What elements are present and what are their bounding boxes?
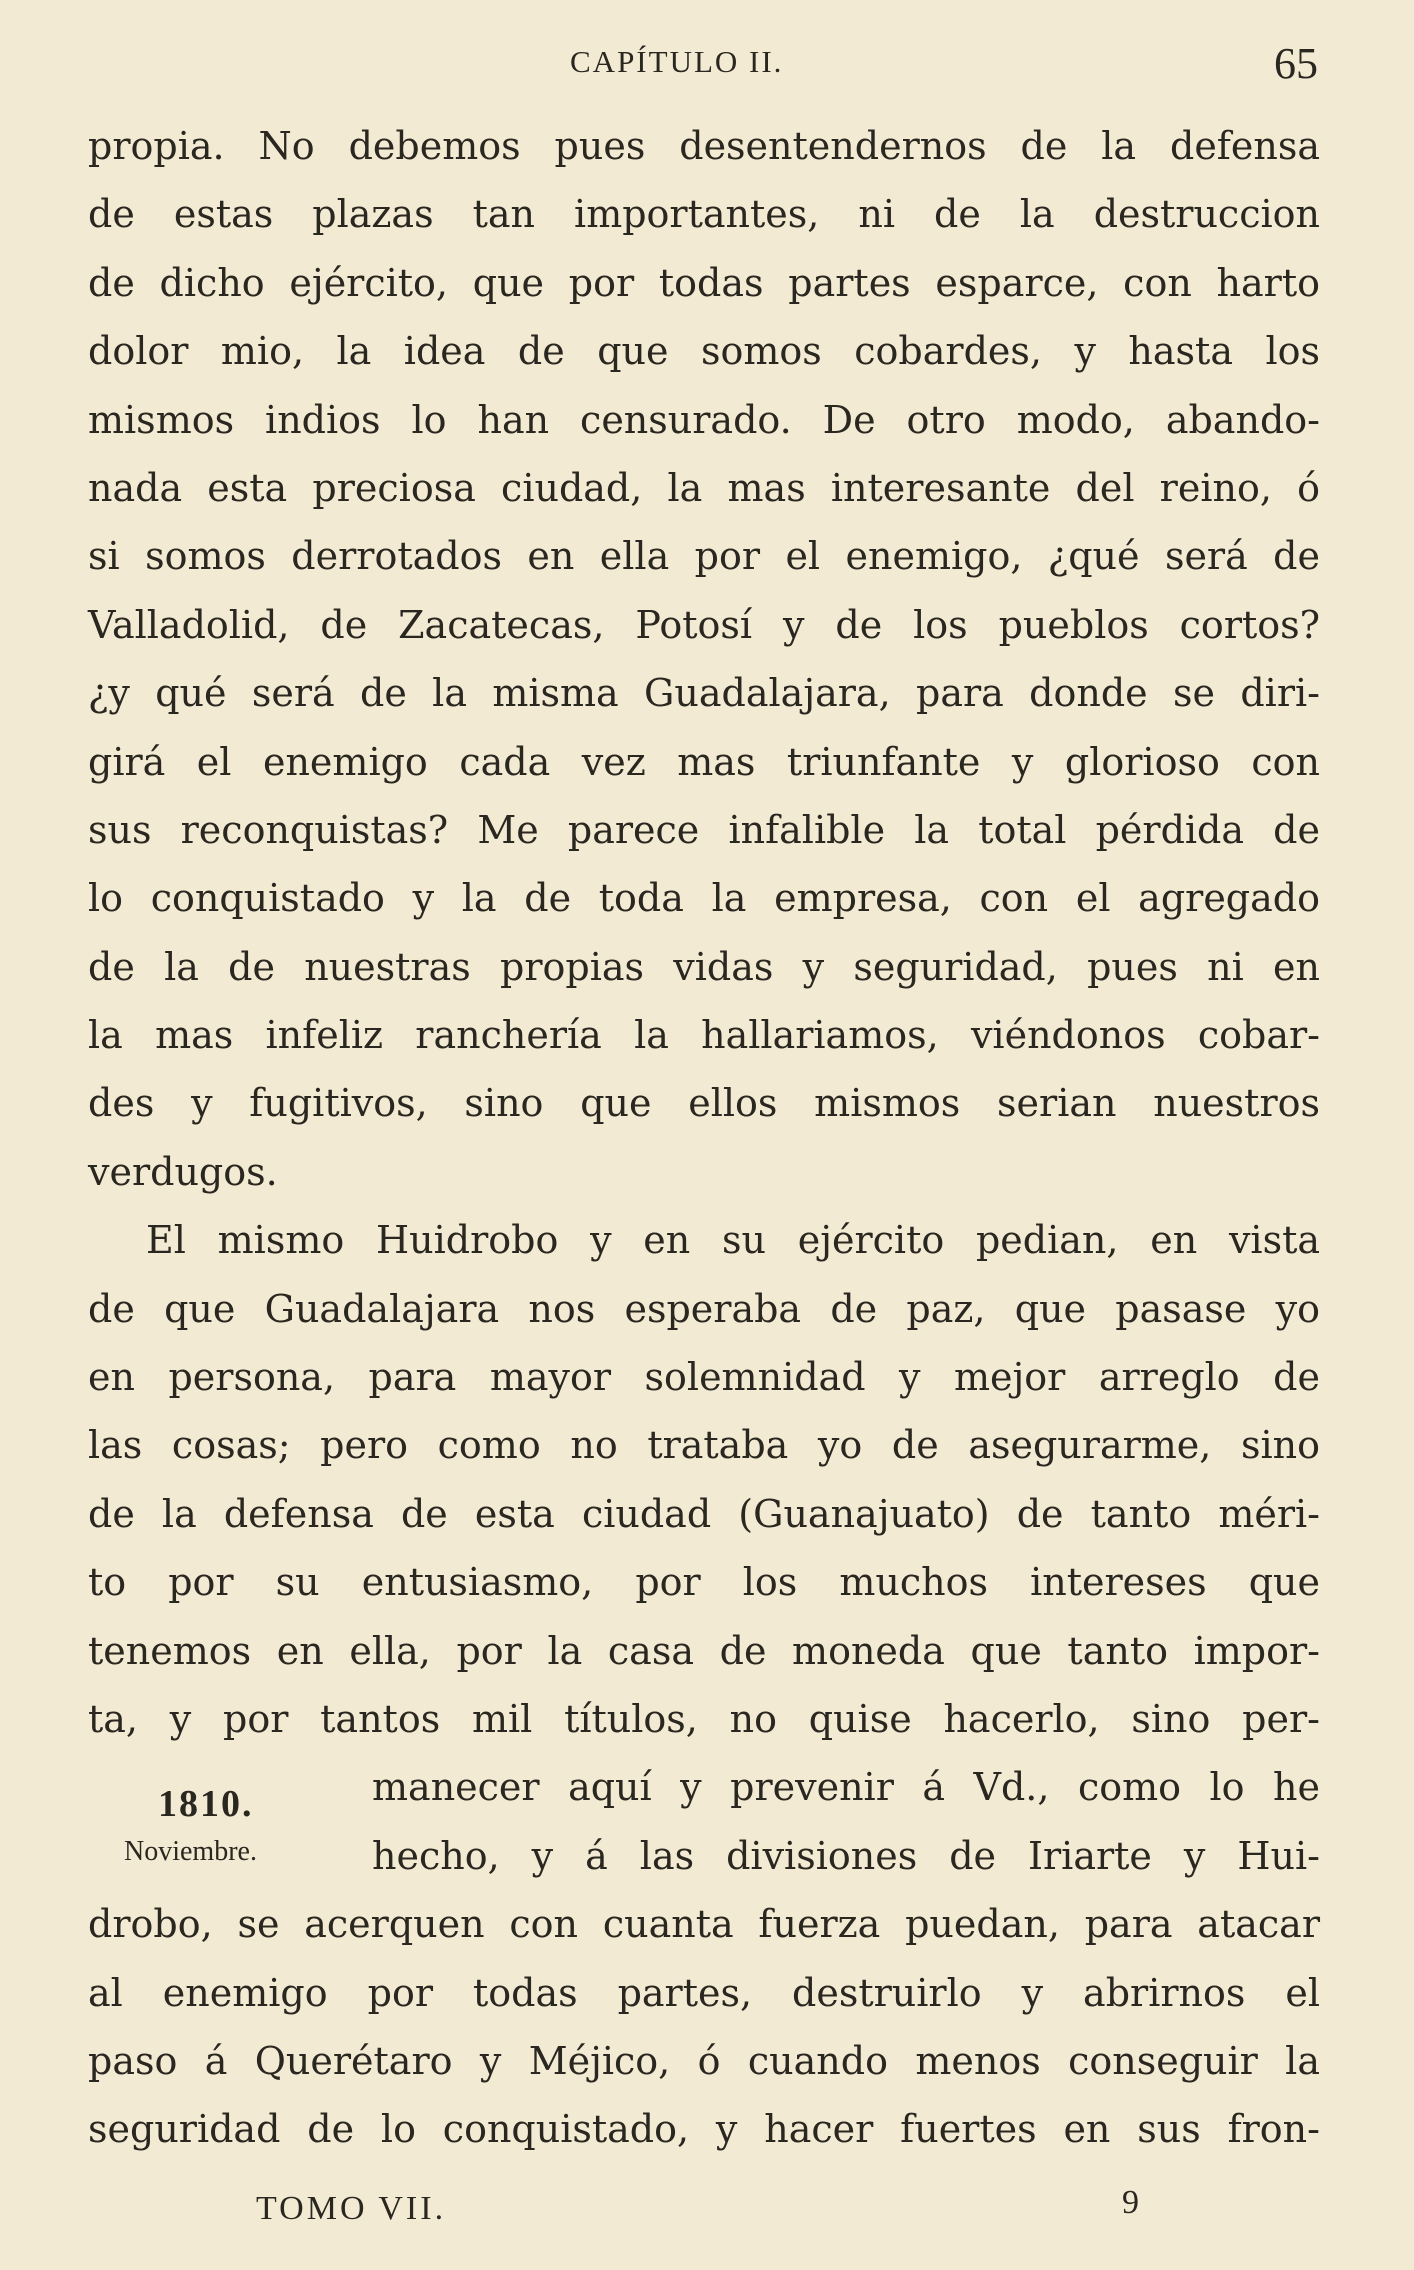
text-line: drobo, se acerquen con cuanta fuerza puedan, para atacar (88, 1902, 1320, 1947)
text-line: sus reconquistas? Me parece infalible la total pérdida de (88, 807, 1320, 852)
text-line: si somos derrotados en ella por el enemigo, ¿qué será de (88, 534, 1320, 579)
text-line: verdugos. (88, 1149, 278, 1194)
text-line: nada esta preciosa ciudad, la mas interesante del reino, ó (88, 465, 1320, 510)
text-line: tenemos en ella, por la casa de moneda que tanto impor- (88, 1628, 1320, 1673)
text-line: girá el enemigo cada vez mas triunfante y glorioso con (88, 739, 1320, 784)
text-line: ta, y por tantos mil títulos, no quise hacerlo, sino per- (88, 1696, 1320, 1741)
text-line: seguridad de lo conquistado, y hacer fuertes en sus fron- (88, 2107, 1320, 2152)
text-line: al enemigo por todas partes, destruirlo y abrirnos el (88, 1970, 1320, 2015)
margin-note-month: Noviembre. (124, 1836, 257, 1867)
text-line: manecer aquí y prevenir á Vd., como lo he (372, 1765, 1320, 1810)
text-line: ¿y qué será de la misma Guadalajara, para donde se diri- (88, 671, 1320, 716)
text-line: de la de nuestras propias vidas y seguridad, pues ni en (88, 944, 1320, 989)
text-line: de dicho ejército, que por todas partes esparce, con harto (88, 260, 1320, 305)
text-line: las cosas; pero como no trataba yo de asegurarme, sino (88, 1423, 1320, 1468)
text-line: lo conquistado y la de toda la empresa, con el agregado (88, 876, 1320, 921)
running-head: CAPÍTULO II. (570, 44, 784, 79)
text-line: en persona, para mayor solemnidad y mejor arreglo de (88, 1355, 1320, 1400)
text-line: propia. No debemos pues desentendernos de la defensa (88, 124, 1320, 168)
text-line: de que Guadalajara nos esperaba de paz, que pasase yo (88, 1286, 1320, 1331)
text-line: de estas plazas tan importantes, ni de la destruccion (88, 192, 1320, 237)
page-header (0, 38, 1414, 88)
text-line: dolor mio, la idea de que somos cobardes, y hasta los (88, 329, 1320, 374)
page-footer (0, 2184, 1414, 2240)
text-line: hecho, y á las divisiones de Iriarte y Hui- (372, 1833, 1320, 1878)
text-line: mismos indios lo han censurado. De otro modo, abando- (88, 397, 1320, 442)
signature-mark: 9 (1122, 2184, 1139, 2221)
text-line: de la defensa de esta ciudad (Guanajuato) de tanto méri- (88, 1491, 1320, 1536)
volume-label: TOMO VII. (256, 2190, 447, 2227)
text-line: El mismo Huidrobo y en su ejército pedian, en vista (146, 1218, 1320, 1263)
text-line: des y fugitivos, sino que ellos mismos serian nuestros (88, 1081, 1320, 1126)
text-line: la mas infeliz ranchería la hallariamos, viéndonos cobar- (88, 1013, 1320, 1058)
page-number: 65 (1274, 39, 1318, 88)
margin-note-year: 1810. (158, 1783, 254, 1825)
text-line: to por su entusiasmo, por los muchos intereses que (88, 1560, 1320, 1605)
text-line: paso á Querétaro y Méjico, ó cuando menos conseguir la (88, 2038, 1320, 2083)
text-line: Valladolid, de Zacatecas, Potosí y de los pueblos cortos? (88, 602, 1320, 647)
